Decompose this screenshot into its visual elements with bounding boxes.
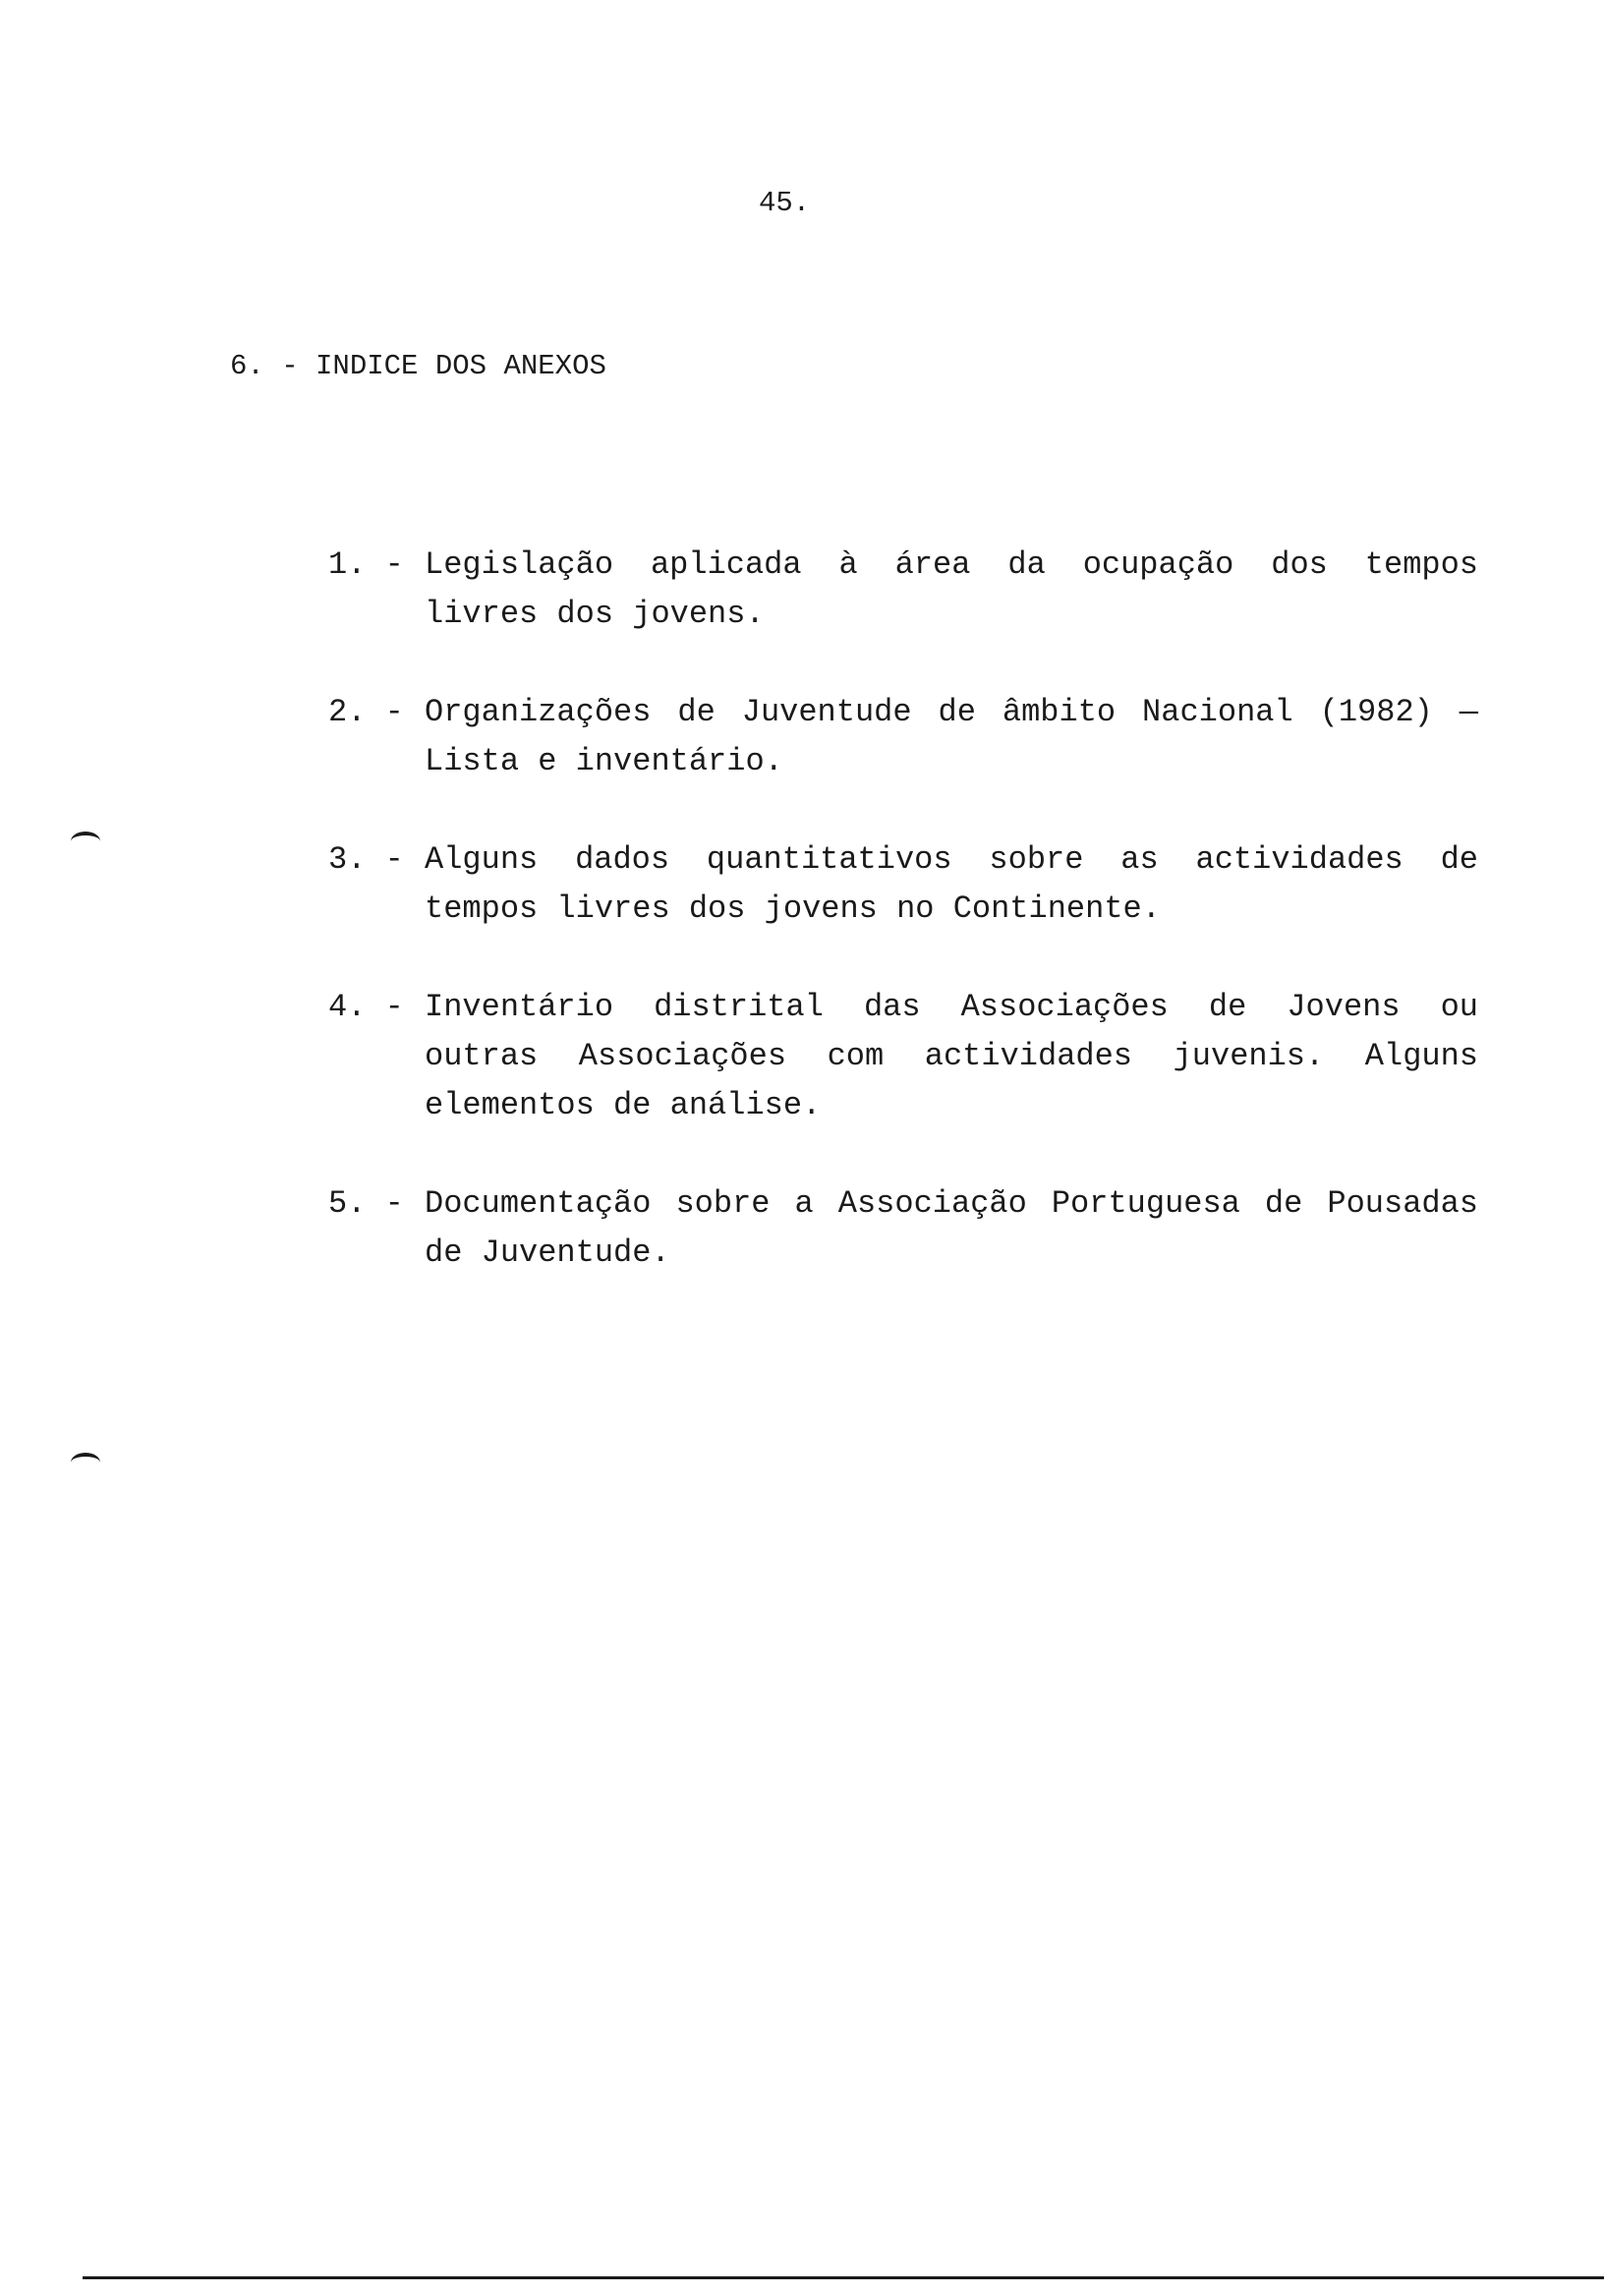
annex-text: Documentação sobre a Associação Portuguesa de Pousadas de Juventude.	[425, 1185, 1478, 1271]
bottom-rule	[83, 2276, 1604, 2279]
annex-list	[328, 541, 1478, 1327]
annex-marker: 4. -	[328, 989, 404, 1025]
section-number: 6. -	[230, 350, 299, 382]
list-item	[328, 688, 1478, 786]
list-item	[328, 835, 1478, 934]
section-heading	[230, 350, 606, 382]
list-item	[328, 983, 1478, 1130]
annex-marker: 1. -	[328, 546, 404, 583]
annex-text: Inventário distrital das Associações de Jovens ou outras Associações com actividades juvenis. Alguns elementos de análise.	[425, 989, 1478, 1123]
list-item	[328, 541, 1478, 639]
annex-marker: 3. -	[328, 841, 404, 878]
annex-text: Organizações de Juventude de âmbito Nacional (1982) — Lista e inventário.	[425, 694, 1478, 779]
annex-text: Legislação aplicada à área da ocupação dos tempos livres dos jovens.	[425, 546, 1478, 632]
margin-mark	[71, 832, 100, 851]
annex-marker: 5. -	[328, 1185, 404, 1222]
margin-mark	[71, 1453, 100, 1472]
page-number: 45.	[759, 187, 811, 219]
section-title: INDICE DOS ANEXOS	[315, 350, 606, 382]
annex-text: Alguns dados quantitativos sobre as actividades de tempos livres dos jovens no Continente.	[425, 841, 1478, 927]
annex-marker: 2. -	[328, 694, 404, 730]
list-item	[328, 1179, 1478, 1278]
